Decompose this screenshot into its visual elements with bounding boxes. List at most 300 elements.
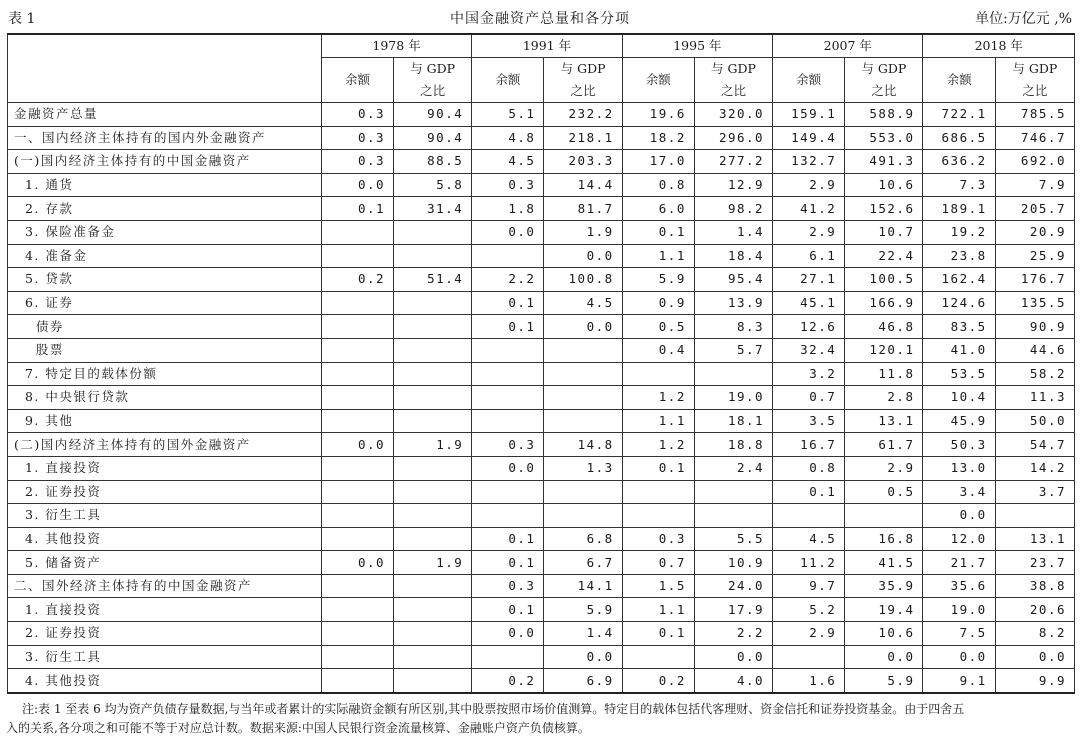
gdp-ratio-cell: 10.7	[845, 220, 923, 244]
table-row	[8, 504, 1075, 528]
gdp-ratio-cell: 19.4	[845, 598, 923, 622]
balance-cell: 9.7	[773, 574, 845, 598]
gdp-ratio-cell: 14.2	[995, 456, 1074, 480]
gdp-ratio-cell	[544, 504, 622, 528]
balance-cell: 0.1	[622, 220, 694, 244]
table-row	[8, 386, 1075, 410]
row-label: 4. 准备金	[8, 244, 322, 268]
gdp-ratio-cell: 38.8	[995, 574, 1074, 598]
table-row	[8, 268, 1075, 292]
balance-cell: 0.3	[472, 574, 544, 598]
balance-cell: 5.1	[472, 103, 544, 127]
gdp-ratio-cell: 22.4	[845, 244, 923, 268]
gdp-ratio-cell: 14.8	[544, 433, 622, 457]
row-label: 股票	[8, 338, 322, 362]
unit-label: 单位:万亿元 ,%	[975, 11, 1072, 27]
gdp-ratio-cell	[694, 362, 772, 386]
gdp-ratio-cell: 20.9	[995, 220, 1074, 244]
row-label: 7. 特定目的载体份额	[8, 362, 322, 386]
gdp-ratio-header-cell	[694, 58, 772, 103]
gdp-ratio-cell: 5.7	[694, 338, 772, 362]
gdp-ratio-cell: 0.0	[544, 315, 622, 339]
gdp-ratio-cell: 100.5	[845, 268, 923, 292]
row-label: 4. 其他投资	[8, 669, 322, 693]
balance-cell: 0.1	[472, 527, 544, 551]
gdp-ratio-cell: 203.3	[544, 150, 622, 174]
balance-cell	[321, 504, 393, 528]
gdp-ratio-header-cell	[394, 58, 472, 103]
balance-cell	[321, 574, 393, 598]
table-row	[8, 480, 1075, 504]
balance-cell: 2.2	[472, 268, 544, 292]
balance-cell	[321, 480, 393, 504]
gdp-ratio-cell: 11.8	[845, 362, 923, 386]
gdp-ratio-cell: 4.0	[694, 669, 772, 693]
balance-cell: 0.1	[773, 480, 845, 504]
gdp-ratio-cell: 0.0	[995, 645, 1074, 669]
gdp-ratio-cell: 3.7	[995, 480, 1074, 504]
balance-cell	[321, 291, 393, 315]
gdp-ratio-header-line2: 之比	[720, 83, 746, 98]
balance-cell: 0.0	[321, 433, 393, 457]
gdp-ratio-cell: 88.5	[394, 150, 472, 174]
balance-cell: 0.1	[472, 598, 544, 622]
balance-cell	[472, 338, 544, 362]
table-header	[6, 6, 1074, 28]
gdp-ratio-header-cell	[995, 58, 1074, 103]
balance-cell: 0.1	[622, 456, 694, 480]
gdp-ratio-cell: 7.9	[995, 173, 1074, 197]
gdp-ratio-cell: 16.8	[845, 527, 923, 551]
gdp-ratio-cell: 1.3	[544, 456, 622, 480]
gdp-ratio-cell: 51.4	[394, 268, 472, 292]
gdp-ratio-cell: 90.9	[995, 315, 1074, 339]
gdp-ratio-cell: 44.6	[995, 338, 1074, 362]
gdp-ratio-cell: 0.5	[845, 480, 923, 504]
year-header-cell: 1991 年	[472, 34, 622, 58]
balance-cell: 0.2	[321, 268, 393, 292]
gdp-ratio-cell: 46.8	[845, 315, 923, 339]
gdp-ratio-cell: 1.9	[394, 433, 472, 457]
gdp-ratio-header-line2: 之比	[570, 83, 596, 98]
balance-cell	[321, 220, 393, 244]
gdp-ratio-cell: 746.7	[995, 126, 1074, 150]
gdp-ratio-cell	[845, 504, 923, 528]
table-body	[8, 103, 1075, 693]
gdp-ratio-cell: 90.4	[394, 126, 472, 150]
balance-cell: 0.1	[321, 197, 393, 221]
balance-cell: 0.1	[622, 622, 694, 646]
balance-cell: 636.2	[923, 150, 995, 174]
gdp-ratio-cell	[544, 362, 622, 386]
gdp-ratio-cell	[394, 480, 472, 504]
balance-cell	[472, 362, 544, 386]
balance-cell: 4.5	[773, 527, 845, 551]
gdp-ratio-cell: 58.2	[995, 362, 1074, 386]
gdp-ratio-cell	[394, 598, 472, 622]
gdp-ratio-cell: 553.0	[845, 126, 923, 150]
balance-cell: 5.9	[622, 268, 694, 292]
balance-cell: 0.0	[923, 504, 995, 528]
row-label: 1. 直接投资	[8, 598, 322, 622]
balance-cell: 19.2	[923, 220, 995, 244]
gdp-ratio-cell: 6.9	[544, 669, 622, 693]
balance-cell: 0.0	[321, 551, 393, 575]
gdp-ratio-cell: 6.8	[544, 527, 622, 551]
gdp-ratio-cell: 785.5	[995, 103, 1074, 127]
balance-cell	[622, 362, 694, 386]
gdp-ratio-cell: 23.7	[995, 551, 1074, 575]
balance-cell	[321, 598, 393, 622]
balance-cell: 0.8	[773, 456, 845, 480]
balance-cell: 0.7	[622, 551, 694, 575]
gdp-ratio-cell: 9.9	[995, 669, 1074, 693]
table-row	[8, 433, 1075, 457]
row-label: 金融资产总量	[8, 103, 322, 127]
balance-cell: 4.8	[472, 126, 544, 150]
balance-header-cell: 余额	[472, 58, 544, 103]
balance-cell: 12.6	[773, 315, 845, 339]
balance-cell: 0.3	[321, 150, 393, 174]
gdp-ratio-header-line1: 与 GDP	[861, 61, 907, 76]
balance-cell	[472, 645, 544, 669]
row-label: 3. 衍生工具	[8, 504, 322, 528]
balance-cell	[472, 409, 544, 433]
gdp-ratio-cell: 2.2	[694, 622, 772, 646]
balance-cell: 0.1	[472, 315, 544, 339]
balance-cell: 162.4	[923, 268, 995, 292]
gdp-ratio-cell: 13.1	[845, 409, 923, 433]
balance-cell: 1.8	[472, 197, 544, 221]
table-footnote	[6, 700, 1067, 738]
balance-cell	[472, 504, 544, 528]
balance-cell: 1.2	[622, 433, 694, 457]
gdp-ratio-header-line2: 之比	[871, 83, 897, 98]
balance-cell: 0.0	[472, 220, 544, 244]
table-row	[8, 291, 1075, 315]
gdp-ratio-cell: 19.0	[694, 386, 772, 410]
gdp-ratio-cell: 50.0	[995, 409, 1074, 433]
balance-cell: 6.1	[773, 244, 845, 268]
balance-cell: 7.5	[923, 622, 995, 646]
row-label: 3. 衍生工具	[8, 645, 322, 669]
table-row	[8, 197, 1075, 221]
table-row	[8, 622, 1075, 646]
balance-cell	[773, 504, 845, 528]
balance-cell: 0.0	[923, 645, 995, 669]
balance-cell	[472, 480, 544, 504]
row-label: 1. 通货	[8, 173, 322, 197]
gdp-ratio-cell: 35.9	[845, 574, 923, 598]
table-row	[8, 126, 1075, 150]
year-header-cell: 1995 年	[622, 34, 772, 58]
gdp-ratio-cell: 5.9	[845, 669, 923, 693]
balance-cell: 27.1	[773, 268, 845, 292]
gdp-ratio-cell: 588.9	[845, 103, 923, 127]
gdp-ratio-cell: 11.3	[995, 386, 1074, 410]
gdp-ratio-cell: 1.9	[394, 551, 472, 575]
balance-cell	[321, 527, 393, 551]
gdp-ratio-cell	[394, 504, 472, 528]
balance-cell	[321, 362, 393, 386]
balance-cell	[321, 244, 393, 268]
table-row	[8, 574, 1075, 598]
balance-cell	[622, 645, 694, 669]
balance-cell: 2.9	[773, 173, 845, 197]
gdp-ratio-cell: 25.9	[995, 244, 1074, 268]
gdp-ratio-cell: 5.8	[394, 173, 472, 197]
balance-header-cell: 余额	[321, 58, 393, 103]
footnote-line-1: 注:表 1 至表 6 均为资产负债存量数据,与当年或者累计的实际融资金额有所区别,其中股票按照市场价值测算。特定目的载体包括代客理财、资金信托和证券投资基金。由于四舍五	[22, 702, 965, 716]
balance-cell	[321, 645, 393, 669]
balance-cell: 21.7	[923, 551, 995, 575]
gdp-ratio-cell	[544, 386, 622, 410]
row-label: 4. 其他投资	[8, 527, 322, 551]
balance-cell: 18.2	[622, 126, 694, 150]
row-label: 6. 证券	[8, 291, 322, 315]
gdp-ratio-cell: 100.8	[544, 268, 622, 292]
balance-cell: 149.4	[773, 126, 845, 150]
gdp-ratio-cell: 205.7	[995, 197, 1074, 221]
balance-cell: 2.9	[773, 220, 845, 244]
gdp-ratio-cell: 41.5	[845, 551, 923, 575]
balance-cell: 0.5	[622, 315, 694, 339]
balance-cell	[321, 409, 393, 433]
row-label: 5. 贷款	[8, 268, 322, 292]
balance-cell: 50.3	[923, 433, 995, 457]
gdp-ratio-cell: 6.7	[544, 551, 622, 575]
table-row	[8, 527, 1075, 551]
gdp-ratio-cell	[394, 291, 472, 315]
gdp-ratio-cell: 90.4	[394, 103, 472, 127]
balance-cell: 16.7	[773, 433, 845, 457]
gdp-ratio-cell: 1.4	[694, 220, 772, 244]
balance-cell: 83.5	[923, 315, 995, 339]
balance-cell: 35.6	[923, 574, 995, 598]
balance-cell: 7.3	[923, 173, 995, 197]
gdp-ratio-cell: 1.4	[544, 622, 622, 646]
gdp-ratio-cell	[394, 220, 472, 244]
balance-cell: 0.3	[622, 527, 694, 551]
financial-assets-table	[7, 33, 1075, 694]
balance-cell: 0.2	[622, 669, 694, 693]
header-blank-cell	[8, 34, 322, 103]
gdp-ratio-cell: 2.9	[845, 456, 923, 480]
balance-cell: 0.0	[321, 173, 393, 197]
table-row	[8, 338, 1075, 362]
gdp-ratio-cell: 5.9	[544, 598, 622, 622]
row-label: 债券	[8, 315, 322, 339]
balance-cell	[622, 504, 694, 528]
balance-cell: 1.1	[622, 409, 694, 433]
gdp-ratio-cell: 20.6	[995, 598, 1074, 622]
balance-cell: 17.0	[622, 150, 694, 174]
balance-cell	[321, 669, 393, 693]
table-row	[8, 551, 1075, 575]
gdp-ratio-cell	[394, 409, 472, 433]
balance-cell: 3.2	[773, 362, 845, 386]
balance-cell: 41.0	[923, 338, 995, 362]
balance-cell: 1.5	[622, 574, 694, 598]
row-label: 2. 证券投资	[8, 480, 322, 504]
balance-cell	[472, 244, 544, 268]
gdp-ratio-cell	[394, 645, 472, 669]
gdp-ratio-header-line1: 与 GDP	[711, 61, 756, 76]
balance-cell: 32.4	[773, 338, 845, 362]
gdp-ratio-cell: 0.0	[544, 645, 622, 669]
gdp-ratio-header-line2: 之比	[1022, 83, 1048, 98]
balance-cell	[321, 315, 393, 339]
balance-cell: 12.0	[923, 527, 995, 551]
gdp-ratio-cell: 31.4	[394, 197, 472, 221]
gdp-ratio-cell	[394, 386, 472, 410]
gdp-ratio-header-line1: 与 GDP	[560, 61, 606, 76]
gdp-ratio-cell: 14.4	[544, 173, 622, 197]
year-header-cell: 2018 年	[923, 34, 1075, 58]
gdp-ratio-cell	[394, 574, 472, 598]
table-row	[8, 173, 1075, 197]
balance-cell: 124.6	[923, 291, 995, 315]
gdp-ratio-cell	[394, 244, 472, 268]
balance-cell	[321, 338, 393, 362]
gdp-ratio-cell	[694, 480, 772, 504]
gdp-ratio-cell: 10.6	[845, 173, 923, 197]
gdp-ratio-cell: 2.8	[845, 386, 923, 410]
gdp-ratio-cell: 135.5	[995, 291, 1074, 315]
gdp-ratio-cell: 320.0	[694, 103, 772, 127]
balance-cell: 10.4	[923, 386, 995, 410]
gdp-ratio-cell: 14.1	[544, 574, 622, 598]
gdp-ratio-header-cell	[845, 58, 923, 103]
gdp-ratio-cell: 61.7	[845, 433, 923, 457]
gdp-ratio-cell: 491.3	[845, 150, 923, 174]
balance-cell: 19.6	[622, 103, 694, 127]
row-label: (一)国内经济主体持有的中国金融资产	[8, 150, 322, 174]
gdp-ratio-header-cell	[544, 58, 622, 103]
balance-cell	[773, 645, 845, 669]
balance-cell: 0.8	[622, 173, 694, 197]
balance-cell: 0.2	[472, 669, 544, 693]
gdp-ratio-cell	[394, 315, 472, 339]
row-label: 5. 储备资产	[8, 551, 322, 575]
balance-cell: 0.9	[622, 291, 694, 315]
balance-cell: 45.9	[923, 409, 995, 433]
year-header-cell: 1978 年	[321, 34, 471, 58]
row-label: (二)国内经济主体持有的国外金融资产	[8, 433, 322, 457]
gdp-ratio-cell: 0.0	[694, 645, 772, 669]
gdp-ratio-cell: 18.8	[694, 433, 772, 457]
balance-cell: 0.1	[472, 551, 544, 575]
table-row	[8, 645, 1075, 669]
footnote-line-2: 入的关系,各分项之和可能不等于对应总计数。数据来源:中国人民银行资金流量核算、金融账户资产负债核算。	[6, 721, 590, 735]
gdp-ratio-header-line1: 与 GDP	[1012, 61, 1058, 76]
gdp-ratio-cell	[394, 362, 472, 386]
balance-cell: 1.6	[773, 669, 845, 693]
balance-cell: 9.1	[923, 669, 995, 693]
balance-header-cell: 余额	[773, 58, 845, 103]
table-row	[8, 456, 1075, 480]
balance-cell: 0.3	[321, 126, 393, 150]
gdp-ratio-cell: 218.1	[544, 126, 622, 150]
balance-cell: 189.1	[923, 197, 995, 221]
gdp-ratio-cell: 10.6	[845, 622, 923, 646]
gdp-ratio-cell: 1.9	[544, 220, 622, 244]
gdp-ratio-cell: 13.9	[694, 291, 772, 315]
balance-cell: 0.4	[622, 338, 694, 362]
table-row	[8, 409, 1075, 433]
row-label: 2. 存款	[8, 197, 322, 221]
balance-cell: 0.7	[773, 386, 845, 410]
gdp-ratio-cell: 296.0	[694, 126, 772, 150]
table-row	[8, 315, 1075, 339]
balance-cell: 23.8	[923, 244, 995, 268]
gdp-ratio-cell	[995, 504, 1074, 528]
table-row	[8, 103, 1075, 127]
balance-cell	[622, 480, 694, 504]
gdp-ratio-cell	[394, 669, 472, 693]
balance-cell: 1.2	[622, 386, 694, 410]
gdp-ratio-cell: 120.1	[845, 338, 923, 362]
gdp-ratio-cell: 18.1	[694, 409, 772, 433]
gdp-ratio-cell: 152.6	[845, 197, 923, 221]
balance-cell: 132.7	[773, 150, 845, 174]
row-label: 一、国内经济主体持有的国内外金融资产	[8, 126, 322, 150]
gdp-ratio-cell: 176.7	[995, 268, 1074, 292]
row-label: 9. 其他	[8, 409, 322, 433]
row-label: 2. 证券投资	[8, 622, 322, 646]
gdp-ratio-cell: 8.2	[995, 622, 1074, 646]
balance-cell: 686.5	[923, 126, 995, 150]
balance-cell: 0.1	[472, 291, 544, 315]
balance-cell: 3.4	[923, 480, 995, 504]
balance-cell: 13.0	[923, 456, 995, 480]
gdp-ratio-cell	[394, 622, 472, 646]
gdp-ratio-cell: 2.4	[694, 456, 772, 480]
gdp-ratio-cell	[694, 504, 772, 528]
gdp-ratio-cell: 12.9	[694, 173, 772, 197]
year-header-cell: 2007 年	[773, 34, 923, 58]
balance-cell: 1.1	[622, 598, 694, 622]
gdp-ratio-cell: 0.0	[544, 244, 622, 268]
gdp-ratio-cell: 5.5	[694, 527, 772, 551]
gdp-ratio-cell	[394, 456, 472, 480]
gdp-ratio-cell: 277.2	[694, 150, 772, 174]
gdp-ratio-cell	[544, 480, 622, 504]
gdp-ratio-cell: 17.9	[694, 598, 772, 622]
gdp-ratio-header-line1: 与 GDP	[410, 61, 456, 76]
gdp-ratio-cell	[394, 338, 472, 362]
balance-cell: 6.0	[622, 197, 694, 221]
balance-cell: 0.3	[472, 173, 544, 197]
table-row	[8, 244, 1075, 268]
row-label: 8. 中央银行贷款	[8, 386, 322, 410]
gdp-ratio-cell: 8.3	[694, 315, 772, 339]
gdp-ratio-cell: 54.7	[995, 433, 1074, 457]
balance-cell: 159.1	[773, 103, 845, 127]
balance-cell: 0.3	[321, 103, 393, 127]
balance-cell: 0.0	[472, 456, 544, 480]
gdp-ratio-cell: 18.4	[694, 244, 772, 268]
gdp-ratio-cell: 0.0	[845, 645, 923, 669]
balance-cell	[472, 386, 544, 410]
balance-cell: 19.0	[923, 598, 995, 622]
gdp-ratio-cell: 4.5	[544, 291, 622, 315]
balance-cell: 11.2	[773, 551, 845, 575]
row-label: 二、国外经济主体持有的中国金融资产	[8, 574, 322, 598]
table-row	[8, 220, 1075, 244]
gdp-ratio-cell: 98.2	[694, 197, 772, 221]
balance-cell: 53.5	[923, 362, 995, 386]
